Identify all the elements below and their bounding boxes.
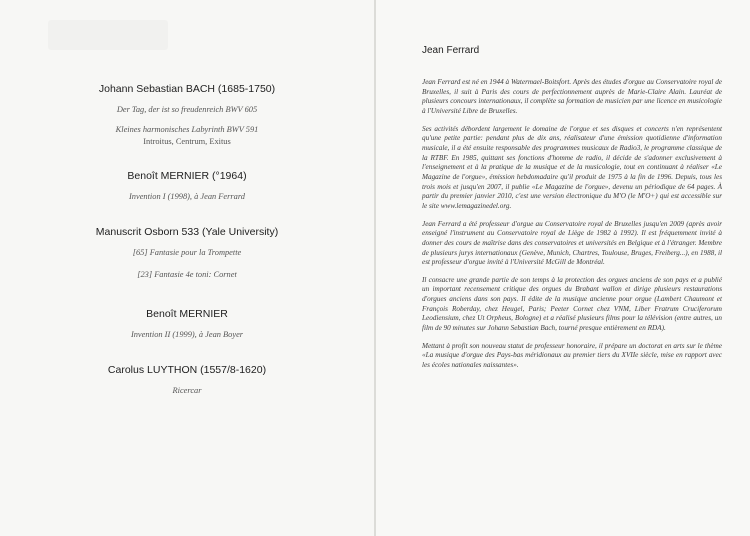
bio-paragraph: Mettant à profit son nouveau statut de professeur honoraire, il prépare un doctorat en arts sur le thème «La musique d'orgue des Pays-bas méridionaux au premier tiers du XVIIe siècle, mise en rapport avec les écoles nationales naissantes». bbox=[422, 341, 722, 370]
right-page bbox=[376, 0, 750, 536]
left-page bbox=[0, 0, 374, 536]
bio-paragraph: Il consacre une grande partie de son temps à la protection des orgues anciens de son pays et a publié un important recensement critique des orgues du Brabant wallon et dirige plusieurs restaurations d'orgues anciens dans son pays. Il édite de la musique ancienne pour orgue (Lambert Chaumont et François Roberday, chez Heugel, Paris; Peeter Cornet chez VNM, Liber Fratrum Cruciferorum Leodiensium, chez Ut Orpheus, Bologne) et a réalisé plusieurs films pour la télévision (entre autres, un film de 90 minutes sur Johann Sebastian Bach, tourné presque entièrement en RDA). bbox=[422, 275, 722, 333]
work-title: Kleines harmonisches Labyrinth BWV 591 bbox=[115, 125, 259, 134]
work-subtitle: Introitus, Centrum, Exitus bbox=[143, 137, 231, 146]
composer-heading: Carolus LUYTHON (1557/8-1620) bbox=[107, 364, 267, 376]
work-title: Ricercar bbox=[172, 386, 202, 395]
program-list bbox=[20, 82, 354, 397]
biography bbox=[422, 45, 722, 379]
work-title: [23] Fantasie 4e toni: Cornet bbox=[137, 270, 237, 279]
bio-paragraph: Jean Ferrard est né en 1944 à Watermael-Boitsfort. Après des études d'orgue au Conservatoire royal de Bruxelles, il suit à Paris des cours de perfectionnement auprès de Marie-Claire Alain. Lauréat de plusieurs concours internationaux, il complète sa formation de musicien par une licence en musicologie à l'Université Libre de Bruxelles. bbox=[422, 78, 722, 115]
work-title: Invention I (1998), à Jean Ferrard bbox=[129, 192, 245, 201]
work-title: Invention II (1999), à Jean Boyer bbox=[130, 330, 244, 339]
bio-paragraph: Jean Ferrard a été professeur d'orgue au Conservatoire royal de Bruxelles jusqu'en 2009 (après avoir enseigné l'instrument au Conservatoire royal de Liège de 1982 à 1992). Il est fréquemment invité à donner des cours de maîtrise dans des conservatoires et universités en Belgique et à l'étranger. Membre de plusieurs jurys internationaux (Genève, Munich, Chartres, Toulouse, Bruges, Freiberg...), en 1988, il est professeur d'orgue invité à l'Université McGill de Montréal. bbox=[422, 219, 722, 267]
work-title: [65] Fantasie pour la Trompette bbox=[132, 248, 242, 257]
composer-heading: Benoît MERNIER bbox=[146, 308, 228, 320]
composer-heading: Manuscrit Osborn 533 (Yale University) bbox=[95, 226, 279, 238]
bio-title: Jean Ferrard bbox=[422, 45, 480, 56]
composer-heading: Benoît MERNIER (°1964) bbox=[127, 170, 247, 182]
bio-paragraph: Ses activités débordent largement le domaine de l'orgue et ses disques et concerts n'en représentent qu'une petite partie: pendant plus de dix ans, réalisateur d'une émission quotidienne d'information musicale, il a été ensuite responsable des programmes musicaux de Radio3, le programme classique de la RTBF. En 1985, quittant ses fonctions d'homme de radio, il décide de s'adonner exclusivement à l'enseignement et à la pratique de la musique et de la musicologie, tout en continuant à réaliser «Le Magazine de l'orgue», émission hebdomadaire qu'il produit de 1975 à la fin de 1996. Depuis, tous les trois mois et jusqu'en 2007, il publie «Le Magazine de l'orgue», devenu un périodique de 64 pages. À partir du premier janvier 2010, c'est une version électronique du M'O (le M'O+) qui est accessible sur le site www.lemagazinedel.org. bbox=[422, 124, 722, 210]
work-title: Der Tag, der ist so freudenreich BWV 605 bbox=[116, 105, 258, 114]
composer-heading: Johann Sebastian BACH (1685-1750) bbox=[98, 83, 276, 95]
show-through-mark bbox=[48, 20, 168, 50]
